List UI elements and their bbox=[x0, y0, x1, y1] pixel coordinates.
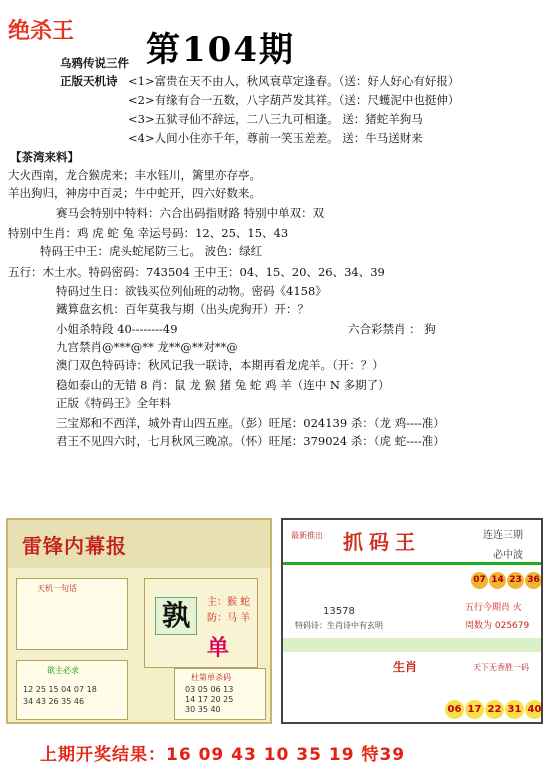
poem-line-1: <1>富贵在天不由人，秋风衰草定逢春。（送：好人好心有好报） bbox=[128, 74, 460, 88]
box1-label: 天机一句话 bbox=[37, 584, 77, 593]
s2-line-15: 三宝郑和不西洋，城外青山四五座。（彭）旺尾：024139 杀：（龙 鸡----准） bbox=[56, 416, 445, 430]
s2-line-13: 稳如泰山的无错 8 肖：鼠 龙 猴 猪 兔 蛇 鸡 羊（连中 N 多期了） bbox=[56, 378, 390, 392]
nums-row-5: 30 35 40 bbox=[185, 705, 221, 714]
poster-left-box3 bbox=[174, 668, 266, 720]
issue-number: 第104期 bbox=[146, 30, 295, 70]
key-character: 孰 bbox=[155, 597, 197, 635]
s2-line-5: 特码王中王：虎头蛇尾防三七。 波色：绿红 bbox=[40, 244, 263, 258]
nums-row-4: 14 17 20 25 bbox=[185, 695, 234, 704]
poster-right-tag: 最新推出 bbox=[291, 531, 323, 540]
ball-2: 14 bbox=[489, 572, 506, 589]
bottom-ball-4: 31 bbox=[505, 700, 524, 719]
bottom-ball-1: 06 bbox=[445, 700, 464, 719]
nums-row-3: 03 05 06 13 bbox=[185, 685, 234, 694]
s2-line-7: 特码过生日：欲钱买位列仙班的动物。密码《4158》 bbox=[56, 284, 327, 298]
poster-right-tag3: 必中波 bbox=[493, 550, 523, 561]
s2-line-2: 羊出狗归，神房中百灵；牛中蛇开，四六好数来。 bbox=[8, 186, 261, 200]
poster-right-title: 抓码王 bbox=[343, 530, 421, 554]
poster-left-box2 bbox=[16, 660, 128, 720]
s2-line-3: 赛马会特别中特料：六合出码指财路 特别中单双：双 bbox=[56, 206, 325, 220]
slogan-text: 天下无香胜一码 bbox=[473, 663, 529, 672]
brand-title: 绝杀王 bbox=[8, 19, 75, 44]
bottom-ball-3: 22 bbox=[485, 700, 504, 719]
s2-line-10: 六合彩禁肖 ： 狗 bbox=[348, 322, 436, 336]
ball-4: 36 bbox=[525, 572, 542, 589]
poem-line-3: <3>五狱寻仙不辞远，二八三九可相逢。 送：猪蛇羊狗马 bbox=[128, 112, 423, 126]
single-char: 单 bbox=[207, 635, 230, 661]
s2-line-11: 九宫禁肖@***@** 龙**@**对**@ bbox=[56, 340, 238, 354]
section1-title: 乌鸦传说三件 bbox=[60, 56, 129, 70]
main-defend-text: 主：猴 蛇 防：马 羊 bbox=[207, 597, 251, 624]
poster-left-box1 bbox=[16, 578, 128, 650]
week-number: 周数为 025679 bbox=[465, 621, 530, 631]
s2-line-4: 特别中生肖：鸡 虎 蛇 兔 幸运号码：12、25、15、43 bbox=[8, 226, 289, 240]
nums-row-1: 12 25 15 04 07 18 bbox=[23, 685, 97, 694]
s2-line-12: 澳门双色特码诗：秋风记我一联诗，本期再看龙虎羊。（开：？） bbox=[56, 358, 384, 372]
poster-right-tag2: 连连三期 bbox=[483, 530, 523, 541]
box2-label: 欲主必求 bbox=[47, 666, 79, 675]
ball-3: 23 bbox=[507, 572, 524, 589]
s2-line-9: 小姐杀特段 40--------49 bbox=[56, 322, 178, 336]
box3-label: 杜第单杀码 bbox=[191, 673, 231, 682]
poem-line-2: <2>有缘有合一五数，八字葫芦发其祥。（送：尺蠖泥中也挺伸） bbox=[128, 93, 460, 107]
s2-line-1: 大火西南，龙合猴虎来；丰水钰川，篱里亦存亭。 bbox=[8, 168, 261, 182]
s2-line-16: 君王不见四六时，七月秋风三晚凉。（怀）旺尾：379024 杀：（虎 蛇----准） bbox=[56, 434, 445, 448]
code-number: 13578 bbox=[323, 606, 355, 617]
bottom-ball-2: 17 bbox=[465, 700, 484, 719]
s2-line-14: 正版《特码王》全年料 bbox=[56, 396, 171, 410]
nums-row-2: 34 43 26 35 46 bbox=[23, 697, 85, 706]
s2-line-8: 鐵算盘玄机：百年莫我与期（出头虎狗开）开：？ bbox=[56, 302, 309, 316]
section1-label: 正版天机诗 bbox=[60, 74, 118, 88]
poster-right bbox=[281, 518, 543, 724]
last-result: 上期开奖结果：16 09 43 10 35 19 特39 bbox=[40, 745, 406, 765]
wuxing-label: 五行今期肖 火 bbox=[465, 603, 522, 613]
s2-line-6: 五行：木土水。特码密码：743504 王中王：04、15、20、26、34、39 bbox=[8, 265, 385, 279]
poster-left-title: 雷锋内幕报 bbox=[22, 534, 127, 558]
ball-1: 07 bbox=[471, 572, 488, 589]
note-text: 特码诗：生肖诗中有玄明 bbox=[295, 621, 383, 630]
poster-left-box-char bbox=[144, 578, 258, 668]
poem-line-4: <4>人间小住亦千年，尊前一笑玉差差。 送：牛马送财来 bbox=[128, 131, 423, 145]
section2-title: 【茶湾来料】 bbox=[10, 150, 79, 164]
poster-left bbox=[6, 518, 272, 724]
zodiac-label: 生肖 bbox=[393, 660, 418, 674]
bottom-ball-5: 40 bbox=[525, 700, 543, 719]
